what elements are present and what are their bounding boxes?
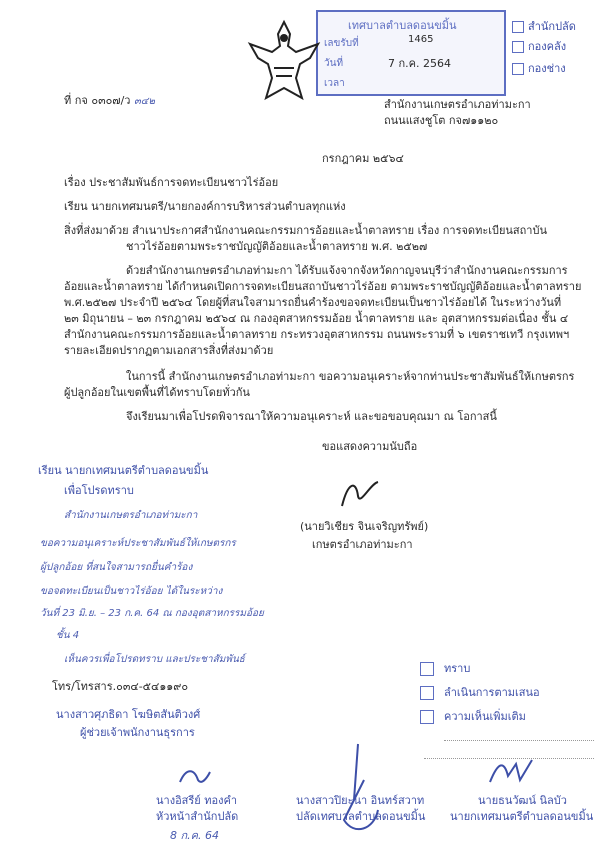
phone-line: โทร/โทรสาร.๐๓๔-๕๔๑๑๙๐ <box>52 680 189 693</box>
body-line-8: ผู้ปลูกอ้อยในเขตพื้นที่ได้ทราบโดยทั่วกัน <box>64 386 250 399</box>
memo-line-1: เพื่อโปรดทราบ <box>64 484 134 497</box>
sig-right-name: นายธนวัฒน์ นิลบัว <box>478 794 567 807</box>
office-line-2: ถนนแสงชูโต กจ๗๑๑๒๐ <box>384 114 499 127</box>
garuda-emblem-icon <box>244 18 324 104</box>
doc-number: ที่ กจ ๐๓๐๗/ว ๓๔๒ <box>64 94 155 107</box>
route-item-1[interactable]: สำนักปลัด <box>512 20 576 33</box>
sig-left-name: นางอิสรีย์ ทองคำ <box>156 794 238 807</box>
checkbox-icon <box>512 41 524 53</box>
route-item-2[interactable]: กองคลัง <box>512 40 566 53</box>
memo-line-2: สำนักงานเกษตรอำเภอท่ามะกา <box>64 510 198 521</box>
check-box-2[interactable] <box>420 686 434 700</box>
body-line-7: ในการนี้ สำนักงานเกษตรอำเภอท่ามะกา ขอความอนุเคราะห์จากท่านประชาสัมพันธ์ให้เกษตรกร <box>126 370 575 383</box>
check-label-3: ความเห็นเพิ่มเติม <box>444 710 526 723</box>
sig-mid-title: ปลัดเทศบาลตำบลดอนขมิ้น <box>296 810 426 823</box>
to-line: เรียน นายกเทศมนตรี/นายกองค์การบริหารส่วนตำบลทุกแห่ง <box>64 200 346 213</box>
signature-mark <box>334 740 384 840</box>
check-box-3[interactable] <box>420 710 434 724</box>
clerk-name: นางสาวศุภธิดา โฆษิตสันติวงศ์ <box>56 708 201 721</box>
signature-mark <box>176 766 212 788</box>
memo-line-6: วันที่ 23 มิ.ย. – 23 ก.ค. 64 ณ กองอุตสาหกรรมอ้อย <box>40 608 264 619</box>
body-line-3: พ.ศ.๒๕๒๗ ประจำปี ๒๕๖๔ โดยผู้ที่สนใจสามารถยื่นคำร้องขอจดทะเบียนเป็นชาวไร่อ้อยได้ ในระหว่างวันที่ <box>64 296 562 309</box>
signer-name: (นายวิเชียร จินเจริญทรัพย์) <box>300 520 429 533</box>
stamp-date-value: 7 ก.ค. 2564 <box>388 57 451 70</box>
signer-title: เกษตรอำเภอท่ามะกา <box>312 538 413 551</box>
body-line-1: ด้วยสำนักงานเกษตรอำเภอท่ามะกา ได้รับแจ้งจากจังหวัดกาญจนบุรีว่าสำนักงานคณะกรรมการ <box>126 264 568 277</box>
attachment-line-1: สิ่งที่ส่งมาด้วย สำเนาประกาศสำนักงานคณะกรรมการอ้อยและน้ำตาลทราย เรื่อง การจดทะเบียนสถาบัน <box>64 224 547 237</box>
body-line-9: จึงเรียนมาเพื่อโปรดพิจารณาให้ความอนุเคราะห์ และขอขอบคุณมา ณ โอกาสนี้ <box>126 410 497 423</box>
closing: ขอแสดงความนับถือ <box>322 440 418 453</box>
sig-mid-name: นางสาวปิยะนา อินทร์สวาท <box>296 794 425 807</box>
attachment-line-2: ชาวไร่อ้อยตามพระราชบัญญัติอ้อยและน้ำตาลทราย พ.ศ. ๒๕๒๗ <box>126 240 428 253</box>
memo-to: เรียน นายกเทศมนตรีตำบลดอนขมิ้น <box>38 464 209 477</box>
clerk-title: ผู้ช่วยเจ้าพนักงานธุรการ <box>80 726 195 739</box>
body-line-5: สำนักงานคณะกรรมการอ้อยและน้ำตาลทราย กระทรวงอุตสาหกรรม ถนนพระรามที่ ๖ เขตราชเทวี กรุงเทพฯ <box>64 328 570 341</box>
signature-mark <box>486 756 536 790</box>
sig-left-date: 8 ก.ค. 64 <box>170 829 220 842</box>
memo-line-8: เห็นควรเพื่อโปรดทราบ และประชาสัมพันธ์ <box>64 654 245 665</box>
checkbox-icon <box>512 21 524 33</box>
body-line-4: ๒๓ มิถุนายน – ๒๓ กรกฎาคม ๒๕๖๔ ณ กองอุตสาหกรรมอ้อย น้ำตาลทราย และ อุตสาหกรรมต่อเนื่อง ชั้น ๔ <box>64 312 569 325</box>
stamp-recv-label: เลขรับที่ <box>324 38 359 49</box>
check-label-1: ทราบ <box>444 662 471 675</box>
check-label-2: ลำเนินการตามเสนอ <box>444 686 540 699</box>
signature-mark <box>334 476 384 512</box>
routing-boxes <box>508 0 600 82</box>
memo-line-4: ผู้ปลูกอ้อย ที่สนใจสามารถยื่นคำร้อง <box>40 562 193 573</box>
memo-line-5: ขอจดทะเบียนเป็นชาวไร่อ้อย ได้ในระหว่าง <box>40 586 223 597</box>
office-line-1: สำนักงานเกษตรอำเภอท่ามะกา <box>384 98 531 111</box>
body-line-2: อ้อยและน้ำตาลทราย ได้กำหนดเปิดการจดทะเบียนสถาบันชาวไร่อ้อย ตามพระราชบัญญัติอ้อยและน้ำตาลทราย <box>64 280 582 293</box>
memo-line-3: ขอความอนุเคราะห์ประชาสัมพันธ์ให้เกษตรกร <box>40 538 236 549</box>
date-line: กรกฎาคม ๒๕๖๔ <box>322 152 404 165</box>
memo-line-7: ชั้น 4 <box>56 630 80 641</box>
receive-stamp <box>316 10 506 96</box>
sig-left-title: หัวหน้าสำนักปลัด <box>156 810 239 823</box>
checkbox-icon <box>512 63 524 75</box>
body-line-6: รายละเอียดปรากฏตามเอกสารสิ่งที่ส่งมาด้วย <box>64 344 274 357</box>
sig-right-title: นายกเทศมนตรีตำบลดอนขมิ้น <box>450 810 594 823</box>
dotted-line <box>444 740 594 741</box>
check-box-1[interactable] <box>420 662 434 676</box>
stamp-date-label: วันที่ <box>324 58 344 69</box>
route-item-3[interactable]: กองช่าง <box>512 62 566 75</box>
stamp-org: เทศบาลตำบลดอนขมิ้น <box>348 19 457 32</box>
subject: เรื่อง ประชาสัมพันธ์การจดทะเบียนชาวไร่อ้อย <box>64 176 279 189</box>
stamp-recv-no: 1465 <box>408 34 434 45</box>
stamp-time-label: เวลา <box>324 78 345 89</box>
